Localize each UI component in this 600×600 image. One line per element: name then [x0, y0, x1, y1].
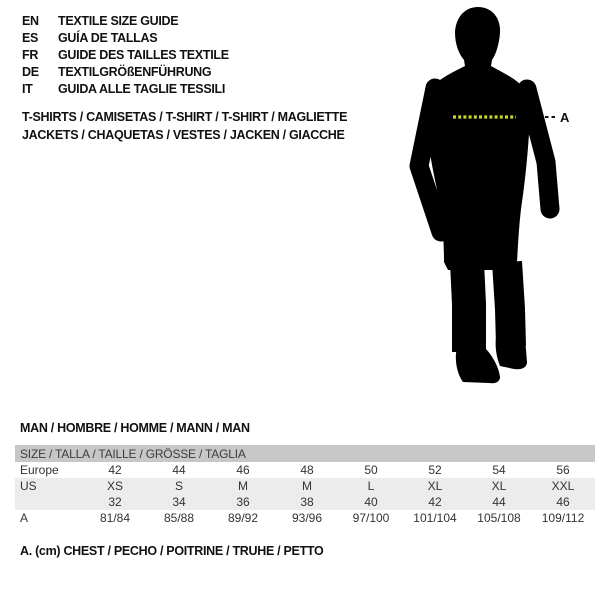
- size-cell: 56: [556, 463, 570, 477]
- man-silhouette-figure: [403, 4, 573, 390]
- silhouette-back-leg: [507, 262, 511, 346]
- size-table: [15, 445, 595, 526]
- language-row: [22, 30, 229, 47]
- silhouette-back-shoe: [496, 338, 527, 369]
- size-cell: 46: [556, 495, 570, 509]
- size-cell: S: [174, 479, 183, 493]
- size-cell: 54: [492, 463, 506, 477]
- size-row-label: A: [20, 511, 29, 525]
- language-code: DE: [22, 65, 39, 79]
- language-code: FR: [22, 48, 39, 62]
- language-label: GUIDA ALLE TAGLIE TESSILI: [58, 82, 226, 96]
- size-table-row: [15, 462, 595, 478]
- man-silhouette: [403, 4, 573, 390]
- category-line-jackets: JACKETS / CHAQUETAS / VESTES / JACKEN / GIACCHE: [22, 127, 345, 142]
- section-title-man: MAN / HOMBRE / HOMME / MANN / MAN: [20, 421, 250, 435]
- silhouette-front-shoe: [456, 348, 500, 383]
- language-row: [22, 64, 229, 81]
- language-code: IT: [22, 82, 33, 96]
- measure-label-a: A: [560, 110, 570, 125]
- size-cell: M: [302, 479, 312, 493]
- language-label: GUIDE DES TAILLES TEXTILE: [58, 48, 229, 62]
- size-cell: XL: [491, 479, 507, 493]
- size-cell: 38: [300, 495, 314, 509]
- language-code: EN: [22, 14, 39, 28]
- language-label: GUÍA DE TALLAS: [58, 31, 158, 45]
- language-row: [22, 13, 229, 30]
- size-cell: 52: [428, 463, 442, 477]
- size-cell: 42: [108, 463, 122, 477]
- size-cell: XS: [106, 479, 123, 493]
- language-list: [22, 13, 229, 98]
- size-table-body: [15, 462, 595, 526]
- language-code: ES: [22, 31, 39, 45]
- size-cell: 109/112: [541, 511, 585, 525]
- footnote-chest: A. (cm) CHEST / PECHO / POITRINE / TRUHE / PETTO: [20, 544, 324, 558]
- silhouette-right-arm: [527, 89, 550, 209]
- size-table-wrap: [15, 445, 595, 526]
- size-cell: 81/84: [99, 511, 131, 525]
- size-cell: 32: [108, 495, 122, 509]
- size-cell: 42: [428, 495, 442, 509]
- size-row-label: [15, 494, 83, 510]
- size-row-label: US: [20, 479, 37, 493]
- size-cell: 36: [236, 495, 250, 509]
- size-cell: 44: [492, 495, 506, 509]
- category-block: [22, 109, 347, 144]
- size-cell: 34: [172, 495, 186, 509]
- size-cell: M: [238, 479, 248, 493]
- language-label: TEXTILGRÖßENFÜHRUNG: [58, 65, 212, 79]
- size-table-row: [15, 494, 595, 510]
- size-table-row: [15, 478, 595, 494]
- size-cell: 89/92: [227, 511, 259, 525]
- language-label: TEXTILE SIZE GUIDE: [58, 14, 179, 28]
- size-cell: 46: [236, 463, 250, 477]
- size-cell: XL: [427, 479, 443, 493]
- language-row: [22, 81, 229, 98]
- size-row-label: Europe: [20, 463, 59, 477]
- size-table-header: SIZE / TALLA / TAILLE / GRÖSSE / TAGLIA: [15, 445, 595, 462]
- size-cell: 101/104: [413, 511, 457, 525]
- size-cell: 48: [300, 463, 314, 477]
- size-cell: 97/100: [352, 511, 390, 525]
- language-row: [22, 47, 229, 64]
- size-table-row: [15, 510, 595, 526]
- size-cell: 85/88: [163, 511, 195, 525]
- size-cell: 40: [364, 495, 378, 509]
- size-cell: 50: [364, 463, 378, 477]
- silhouette-front-leg: [467, 262, 469, 352]
- category-line-tshirts: T-SHIRTS / CAMISETAS / T-SHIRT / T-SHIRT / MAGLIETTE: [22, 110, 348, 124]
- size-cell: 44: [172, 463, 186, 477]
- size-table-header-row: [15, 445, 595, 462]
- size-cell: XXL: [551, 479, 575, 493]
- size-cell: 93/96: [291, 511, 323, 525]
- size-cell: 105/108: [477, 511, 521, 525]
- size-cell: L: [367, 479, 375, 493]
